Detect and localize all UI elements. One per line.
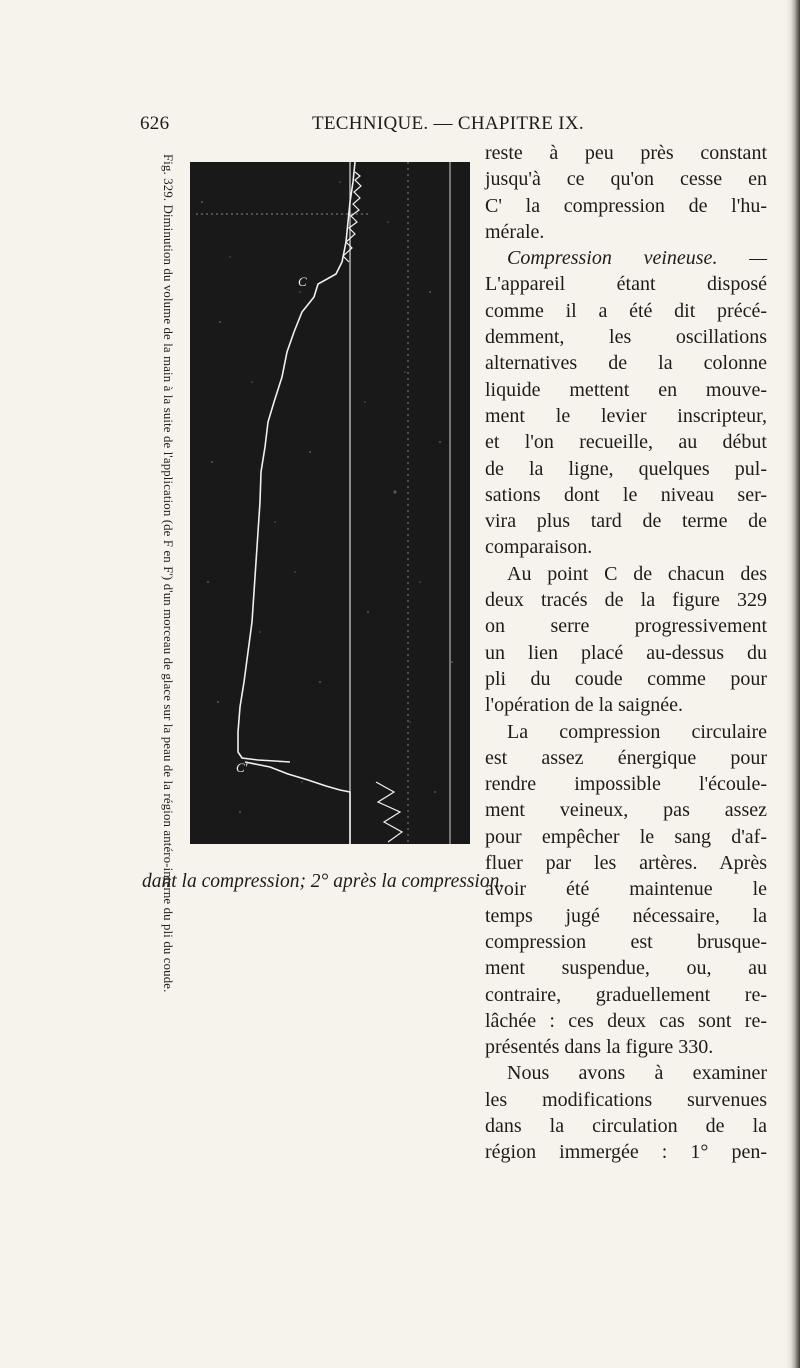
text-line: région immergée : 1° pen- bbox=[485, 1141, 767, 1164]
text-line: La compression circulaire bbox=[507, 720, 767, 743]
text-line: reste à peu près constant bbox=[485, 142, 767, 164]
text-line: et l'on recueille, au début bbox=[485, 431, 767, 454]
tracing-right-pulses-2 bbox=[376, 782, 402, 842]
text-line: dans la circulation de la bbox=[485, 1114, 767, 1137]
text-line-section-heading: Compression veineuse. — bbox=[507, 247, 767, 270]
text-line: de la ligne, quelques pul- bbox=[485, 457, 767, 480]
text-line: alternatives de la colonne bbox=[485, 352, 767, 375]
plethysmograph-tracing bbox=[190, 162, 470, 844]
text-line: l'opération de la saignée. bbox=[485, 694, 683, 717]
final-text-line: dant la compression; 2° après la compression. bbox=[142, 871, 505, 892]
text-line: comparaison. bbox=[485, 536, 593, 559]
text-line: temps jugé nécessaire, la bbox=[485, 904, 767, 927]
text-line: Nous avons à examiner bbox=[507, 1062, 767, 1085]
tracing-left bbox=[238, 162, 355, 762]
text-line: sations dont le niveau ser- bbox=[485, 483, 767, 506]
text-line: présentés dans la figure 330. bbox=[485, 1036, 714, 1059]
figure-plate bbox=[190, 162, 470, 844]
text-line: demment, les oscillations bbox=[485, 326, 767, 349]
text-line: les modifications survenues bbox=[485, 1088, 767, 1111]
text-line: compression est brusque- bbox=[485, 930, 767, 953]
text-line: avoir été maintenue le bbox=[485, 878, 767, 901]
text-line: on serre progressivement bbox=[485, 615, 767, 638]
text-line: mérale. bbox=[485, 220, 545, 243]
text-line: vira plus tard de terme de bbox=[485, 510, 767, 533]
text-line: rendre impossible l'écoule- bbox=[485, 773, 767, 796]
page-edge-shadow bbox=[786, 0, 800, 1368]
label-c: C bbox=[298, 274, 307, 289]
body-text-column bbox=[485, 140, 767, 1166]
text-line: jusqu'à ce qu'on cesse en bbox=[485, 168, 767, 191]
text-line: L'appareil étant disposé bbox=[485, 273, 767, 296]
text-line: comme il a été dit précé- bbox=[485, 299, 767, 322]
text-line: pli du coude comme pour bbox=[485, 667, 767, 690]
text-line: est assez énergique pour bbox=[485, 746, 767, 769]
text-line: Au point C de chacun des bbox=[507, 562, 767, 585]
text-line: un lien placé au-dessus du bbox=[485, 641, 767, 664]
text-line: ment le levier inscripteur, bbox=[485, 404, 767, 427]
figure-caption: Fig. 329. Diminution du volume de la main à la suite de l'application (de F en F') d'un morceau de glace sur la peau de la région antéro-interne du pli du coude. bbox=[161, 154, 175, 993]
text-line: contraire, graduellement re- bbox=[485, 983, 767, 1006]
label-c-prime: C' bbox=[236, 760, 248, 775]
running-header bbox=[140, 113, 600, 141]
text-line: ment veineux, pas assez bbox=[485, 799, 767, 822]
text-line: fluer par les artères. Après bbox=[485, 852, 767, 875]
text-line: lâchée : ces deux cas sont re- bbox=[485, 1009, 767, 1032]
text-line: pour empêcher le sang d'af- bbox=[485, 825, 767, 848]
text-line: ment suspendue, ou, au bbox=[485, 957, 767, 980]
chapter-title: TECHNIQUE. — CHAPITRE IX. bbox=[312, 113, 584, 134]
page-number: 626 bbox=[140, 113, 170, 134]
text-line: deux tracés de la figure 329 bbox=[485, 589, 767, 612]
text-line: C' la compression de l'hu- bbox=[485, 194, 767, 217]
tracing-step bbox=[245, 762, 350, 844]
text-line: liquide mettent en mouve- bbox=[485, 378, 767, 401]
